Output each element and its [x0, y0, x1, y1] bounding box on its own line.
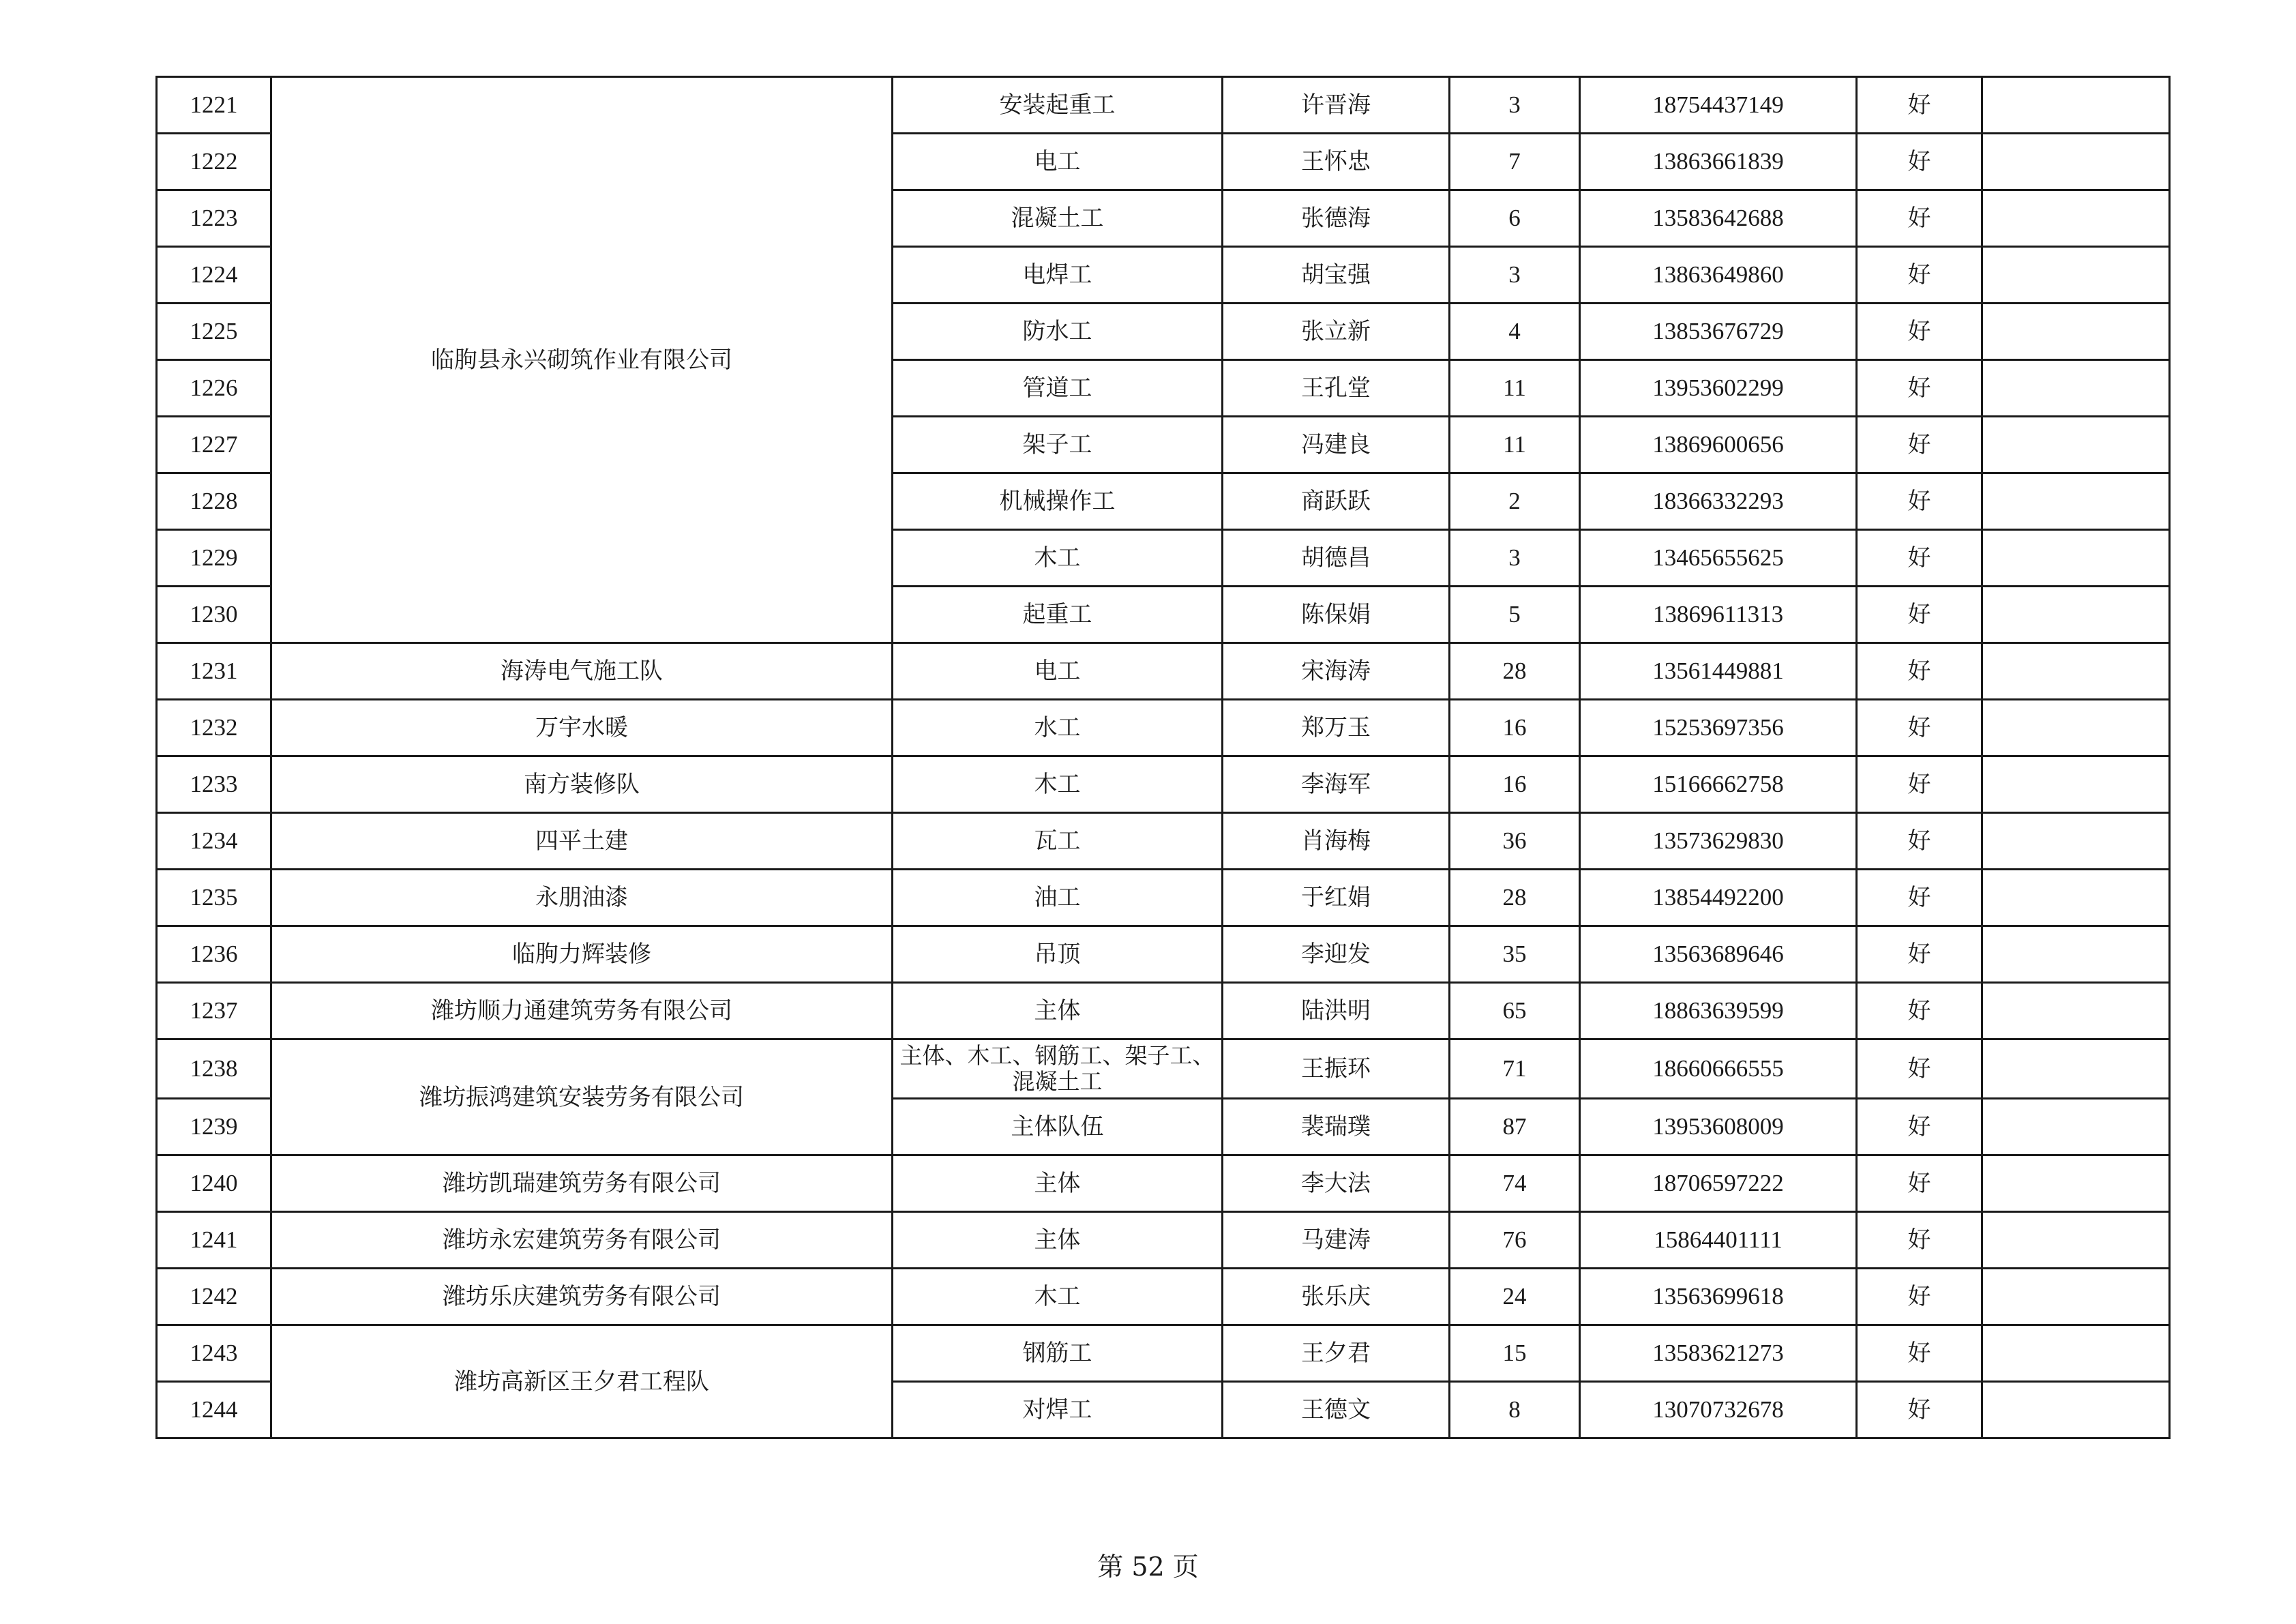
phone-cell: 13563699618 — [1580, 1269, 1857, 1325]
phone-cell: 13561449881 — [1580, 643, 1857, 700]
row-number-cell: 1229 — [157, 530, 271, 587]
table-row — [157, 77, 2170, 134]
table-row — [157, 983, 2170, 1039]
rating-cell: 好 — [1857, 247, 1982, 304]
remark-cell — [1982, 1325, 2170, 1382]
phone-cell: 15166662758 — [1580, 756, 1857, 813]
remark-cell — [1982, 587, 2170, 643]
trade-cell: 对焊工 — [893, 1382, 1223, 1438]
remark-cell — [1982, 530, 2170, 587]
headcount-cell: 74 — [1450, 1155, 1580, 1212]
company-cell: 临朐力辉装修 — [271, 926, 893, 983]
phone-cell: 13070732678 — [1580, 1382, 1857, 1438]
trade-cell: 电工 — [893, 643, 1223, 700]
trade-cell: 吊顶 — [893, 926, 1223, 983]
row-number-cell: 1228 — [157, 473, 271, 530]
page-number: 第 52 页 — [1097, 1552, 1199, 1582]
trade-cell: 主体 — [893, 1212, 1223, 1269]
company-cell: 潍坊乐庆建筑劳务有限公司 — [271, 1269, 893, 1325]
company-cell: 万宇水暖 — [271, 700, 893, 756]
remark-cell — [1982, 473, 2170, 530]
headcount-cell: 3 — [1450, 247, 1580, 304]
leader-cell: 李迎发 — [1223, 926, 1450, 983]
rating-cell: 好 — [1857, 77, 1982, 134]
leader-cell: 李大法 — [1223, 1155, 1450, 1212]
leader-cell: 陆洪明 — [1223, 983, 1450, 1039]
leader-cell: 肖海梅 — [1223, 813, 1450, 870]
trade-cell: 水工 — [893, 700, 1223, 756]
leader-cell: 张德海 — [1223, 190, 1450, 247]
trade-cell: 钢筋工 — [893, 1325, 1223, 1382]
remark-cell — [1982, 1099, 2170, 1155]
leader-cell: 冯建良 — [1223, 417, 1450, 473]
leader-cell: 胡宝强 — [1223, 247, 1450, 304]
headcount-cell: 15 — [1450, 1325, 1580, 1382]
headcount-cell: 5 — [1450, 587, 1580, 643]
trade-cell: 主体 — [893, 983, 1223, 1039]
row-number-cell: 1233 — [157, 756, 271, 813]
table-row — [157, 1325, 2170, 1382]
headcount-cell: 7 — [1450, 134, 1580, 190]
headcount-cell: 35 — [1450, 926, 1580, 983]
remark-cell — [1982, 247, 2170, 304]
leader-cell: 裴瑞璞 — [1223, 1099, 1450, 1155]
rating-cell: 好 — [1857, 870, 1982, 926]
phone-cell: 18706597222 — [1580, 1155, 1857, 1212]
phone-cell: 13854492200 — [1580, 870, 1857, 926]
rating-cell: 好 — [1857, 983, 1982, 1039]
row-number-cell: 1244 — [157, 1382, 271, 1438]
rating-cell: 好 — [1857, 926, 1982, 983]
row-number-cell: 1236 — [157, 926, 271, 983]
leader-cell: 商跃跃 — [1223, 473, 1450, 530]
trade-cell: 防水工 — [893, 304, 1223, 360]
remark-cell — [1982, 304, 2170, 360]
leader-cell: 胡德昌 — [1223, 530, 1450, 587]
remark-cell — [1982, 643, 2170, 700]
leader-cell: 王怀忠 — [1223, 134, 1450, 190]
headcount-cell: 36 — [1450, 813, 1580, 870]
phone-cell: 18754437149 — [1580, 77, 1857, 134]
row-number-cell: 1223 — [157, 190, 271, 247]
phone-cell: 13863661839 — [1580, 134, 1857, 190]
leader-cell: 王振环 — [1223, 1039, 1450, 1099]
rating-cell: 好 — [1857, 1099, 1982, 1155]
company-cell: 永朋油漆 — [271, 870, 893, 926]
row-number-cell: 1226 — [157, 360, 271, 417]
remark-cell — [1982, 190, 2170, 247]
trade-cell: 木工 — [893, 530, 1223, 587]
headcount-cell: 3 — [1450, 77, 1580, 134]
phone-cell: 13953608009 — [1580, 1099, 1857, 1155]
rating-cell: 好 — [1857, 1155, 1982, 1212]
company-cell: 南方装修队 — [271, 756, 893, 813]
rating-cell: 好 — [1857, 1212, 1982, 1269]
trade-cell: 木工 — [893, 1269, 1223, 1325]
remark-cell — [1982, 813, 2170, 870]
remark-cell — [1982, 1155, 2170, 1212]
remark-cell — [1982, 983, 2170, 1039]
trade-cell: 架子工 — [893, 417, 1223, 473]
rating-cell: 好 — [1857, 587, 1982, 643]
row-number-cell: 1222 — [157, 134, 271, 190]
row-number-cell: 1239 — [157, 1099, 271, 1155]
contractor-table — [155, 76, 2171, 1439]
headcount-cell: 11 — [1450, 417, 1580, 473]
remark-cell — [1982, 77, 2170, 134]
company-cell: 潍坊凯瑞建筑劳务有限公司 — [271, 1155, 893, 1212]
rating-cell: 好 — [1857, 1325, 1982, 1382]
rating-cell: 好 — [1857, 304, 1982, 360]
remark-cell — [1982, 1212, 2170, 1269]
headcount-cell: 28 — [1450, 870, 1580, 926]
rating-cell: 好 — [1857, 190, 1982, 247]
table-row — [157, 1039, 2170, 1099]
rating-cell: 好 — [1857, 1382, 1982, 1438]
remark-cell — [1982, 134, 2170, 190]
rating-cell: 好 — [1857, 1039, 1982, 1099]
headcount-cell: 87 — [1450, 1099, 1580, 1155]
rating-cell: 好 — [1857, 643, 1982, 700]
row-number-cell: 1240 — [157, 1155, 271, 1212]
rating-cell: 好 — [1857, 530, 1982, 587]
phone-cell: 15864401111 — [1580, 1212, 1857, 1269]
leader-cell: 王夕君 — [1223, 1325, 1450, 1382]
headcount-cell: 4 — [1450, 304, 1580, 360]
trade-cell: 起重工 — [893, 587, 1223, 643]
row-number-cell: 1231 — [157, 643, 271, 700]
rating-cell: 好 — [1857, 473, 1982, 530]
headcount-cell: 24 — [1450, 1269, 1580, 1325]
phone-cell: 18660666555 — [1580, 1039, 1857, 1099]
remark-cell — [1982, 360, 2170, 417]
company-cell: 四平土建 — [271, 813, 893, 870]
leader-cell: 宋海涛 — [1223, 643, 1450, 700]
row-number-cell: 1227 — [157, 417, 271, 473]
leader-cell: 郑万玉 — [1223, 700, 1450, 756]
rating-cell: 好 — [1857, 756, 1982, 813]
trade-cell: 瓦工 — [893, 813, 1223, 870]
company-cell: 潍坊永宏建筑劳务有限公司 — [271, 1212, 893, 1269]
phone-cell: 13563689646 — [1580, 926, 1857, 983]
table-body — [157, 77, 2170, 1438]
leader-cell: 王孔堂 — [1223, 360, 1450, 417]
table-row — [157, 1155, 2170, 1212]
rating-cell: 好 — [1857, 360, 1982, 417]
document-sheet — [155, 76, 2168, 1439]
headcount-cell: 6 — [1450, 190, 1580, 247]
company-cell: 潍坊振鸿建筑安装劳务有限公司 — [271, 1039, 893, 1155]
remark-cell — [1982, 926, 2170, 983]
remark-cell — [1982, 700, 2170, 756]
rating-cell: 好 — [1857, 417, 1982, 473]
row-number-cell: 1237 — [157, 983, 271, 1039]
trade-cell: 混凝土工 — [893, 190, 1223, 247]
table-row — [157, 870, 2170, 926]
table-row — [157, 926, 2170, 983]
table-row — [157, 700, 2170, 756]
rating-cell: 好 — [1857, 134, 1982, 190]
row-number-cell: 1221 — [157, 77, 271, 134]
row-number-cell: 1225 — [157, 304, 271, 360]
company-cell: 潍坊高新区王夕君工程队 — [271, 1325, 893, 1438]
leader-cell: 马建涛 — [1223, 1212, 1450, 1269]
phone-cell: 13869600656 — [1580, 417, 1857, 473]
leader-cell: 张立新 — [1223, 304, 1450, 360]
phone-cell: 13465655625 — [1580, 530, 1857, 587]
company-cell: 潍坊顺力通建筑劳务有限公司 — [271, 983, 893, 1039]
row-number-cell: 1242 — [157, 1269, 271, 1325]
trade-cell: 主体 — [893, 1155, 1223, 1212]
headcount-cell: 71 — [1450, 1039, 1580, 1099]
leader-cell: 于红娟 — [1223, 870, 1450, 926]
rating-cell: 好 — [1857, 813, 1982, 870]
leader-cell: 李海军 — [1223, 756, 1450, 813]
leader-cell: 陈保娟 — [1223, 587, 1450, 643]
headcount-cell: 16 — [1450, 756, 1580, 813]
headcount-cell: 11 — [1450, 360, 1580, 417]
remark-cell — [1982, 756, 2170, 813]
table-row — [157, 1269, 2170, 1325]
trade-cell: 木工 — [893, 756, 1223, 813]
headcount-cell: 76 — [1450, 1212, 1580, 1269]
leader-cell: 张乐庆 — [1223, 1269, 1450, 1325]
table-row — [157, 1212, 2170, 1269]
headcount-cell: 2 — [1450, 473, 1580, 530]
headcount-cell: 16 — [1450, 700, 1580, 756]
row-number-cell: 1224 — [157, 247, 271, 304]
trade-cell: 主体、木工、钢筋工、架子工、混凝土工 — [893, 1039, 1223, 1099]
leader-cell: 许晋海 — [1223, 77, 1450, 134]
rating-cell: 好 — [1857, 700, 1982, 756]
phone-cell: 13869611313 — [1580, 587, 1857, 643]
row-number-cell: 1238 — [157, 1039, 271, 1099]
phone-cell: 18863639599 — [1580, 983, 1857, 1039]
remark-cell — [1982, 870, 2170, 926]
trade-cell: 安装起重工 — [893, 77, 1223, 134]
trade-cell: 电工 — [893, 134, 1223, 190]
headcount-cell: 65 — [1450, 983, 1580, 1039]
headcount-cell: 28 — [1450, 643, 1580, 700]
table-row — [157, 756, 2170, 813]
phone-cell: 13863649860 — [1580, 247, 1857, 304]
phone-cell: 13853676729 — [1580, 304, 1857, 360]
phone-cell: 13583642688 — [1580, 190, 1857, 247]
headcount-cell: 8 — [1450, 1382, 1580, 1438]
row-number-cell: 1243 — [157, 1325, 271, 1382]
rating-cell: 好 — [1857, 1269, 1982, 1325]
leader-cell: 王德文 — [1223, 1382, 1450, 1438]
row-number-cell: 1230 — [157, 587, 271, 643]
trade-cell: 主体队伍 — [893, 1099, 1223, 1155]
phone-cell: 13953602299 — [1580, 360, 1857, 417]
phone-cell: 18366332293 — [1580, 473, 1857, 530]
table-row — [157, 643, 2170, 700]
trade-cell: 油工 — [893, 870, 1223, 926]
trade-cell: 机械操作工 — [893, 473, 1223, 530]
company-cell: 临朐县永兴砌筑作业有限公司 — [271, 77, 893, 643]
table-row — [157, 813, 2170, 870]
trade-cell: 管道工 — [893, 360, 1223, 417]
row-number-cell: 1232 — [157, 700, 271, 756]
row-number-cell: 1235 — [157, 870, 271, 926]
remark-cell — [1982, 1382, 2170, 1438]
remark-cell — [1982, 1039, 2170, 1099]
remark-cell — [1982, 417, 2170, 473]
row-number-cell: 1234 — [157, 813, 271, 870]
remark-cell — [1982, 1269, 2170, 1325]
headcount-cell: 3 — [1450, 530, 1580, 587]
row-number-cell: 1241 — [157, 1212, 271, 1269]
phone-cell: 13583621273 — [1580, 1325, 1857, 1382]
phone-cell: 13573629830 — [1580, 813, 1857, 870]
trade-cell: 电焊工 — [893, 247, 1223, 304]
phone-cell: 15253697356 — [1580, 700, 1857, 756]
company-cell: 海涛电气施工队 — [271, 643, 893, 700]
